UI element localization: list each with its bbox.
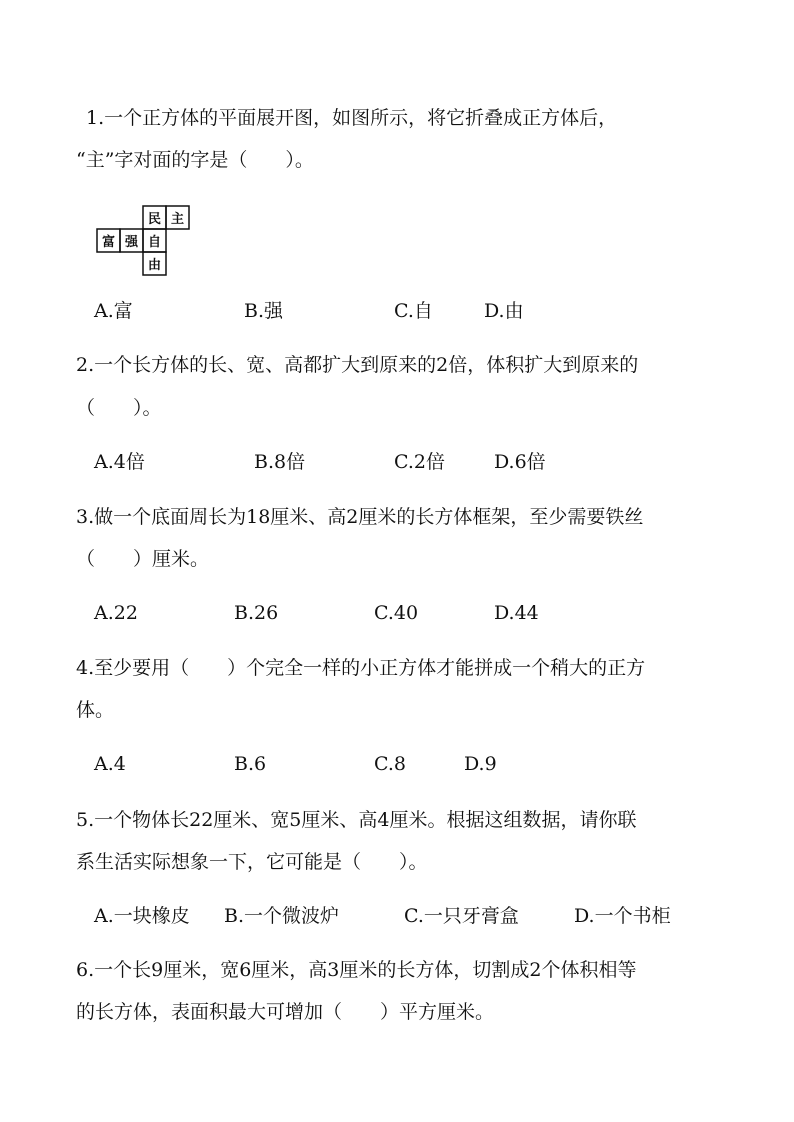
- net-cell-you: [143, 252, 166, 275]
- question-2-option-a: A.4倍: [94, 451, 145, 473]
- question-4-option-c: C.8: [374, 753, 406, 775]
- question-5-option-d: D.一个书柜: [574, 905, 671, 927]
- question-2-line-1: 2.一个长方体的长、宽、高都扩大到原来的2倍，体积扩大到原来的: [76, 354, 639, 376]
- question-1-line-2: “主”字对面的字是（ ）。: [76, 149, 314, 171]
- question-6-line-1: 6.一个长9厘米，宽6厘米，高3厘米的长方体，切割成2个体积相等: [76, 959, 637, 981]
- net-label-qiang: 强: [124, 235, 139, 250]
- question-3-option-c: C.40: [374, 602, 419, 624]
- net-label-fu: 富: [101, 235, 116, 250]
- question-6-line-2: 的长方体，表面积最大可增加（ ）平方厘米。: [76, 1001, 495, 1023]
- question-4-option-b: B.6: [234, 753, 267, 775]
- question-1-option-a: A.富: [94, 300, 133, 322]
- question-1-option-c: C.自: [394, 300, 433, 322]
- question-3-option-b: B.26: [234, 602, 279, 624]
- question-5-line-2: 系生活实际想象一下，它可能是（ ）。: [76, 851, 428, 873]
- question-4-option-d: D.9: [464, 753, 497, 775]
- net-cell-fu: [97, 229, 120, 252]
- question-1-option-b: B.强: [244, 300, 284, 322]
- question-1-line-1: 1.一个正方体的平面展开图，如图所示，将它折叠成正方体后，: [86, 107, 618, 129]
- net-label-zhu: 主: [170, 212, 185, 227]
- question-2-option-c: C.2倍: [394, 451, 445, 473]
- question-1-option-d: D.由: [484, 300, 524, 322]
- net-cell-zhu: [166, 206, 189, 229]
- question-3-option-d: D.44: [494, 602, 539, 624]
- question-3-line-2: （ ）厘米。: [76, 548, 210, 570]
- question-3-line-1: 3.做一个底面周长为18厘米、高2厘米的长方体框架，至少需要铁丝: [76, 506, 644, 528]
- net-cell-zi: [143, 229, 166, 252]
- question-2-line-2: （ ）。: [76, 397, 162, 419]
- question-5-line-1: 5.一个物体长22厘米、宽5厘米、高4厘米。根据这组数据，请你联: [76, 809, 637, 831]
- net-cell-min: [143, 206, 166, 229]
- net-label-zi: 自: [147, 235, 162, 250]
- question-5-option-b: B.一个微波炉: [224, 905, 340, 927]
- question-2-option-b: B.8倍: [254, 451, 306, 473]
- question-4-option-a: A.4: [94, 753, 126, 775]
- question-5-option-c: C.一只牙膏盒: [404, 905, 519, 927]
- net-cell-qiang: [120, 229, 143, 252]
- net-label-min: 民: [147, 212, 162, 227]
- question-5-option-a: A.一块橡皮: [94, 905, 190, 927]
- net-label-you: 由: [147, 258, 162, 273]
- question-2-option-d: D.6倍: [494, 451, 546, 473]
- question-3-option-a: A.22: [94, 602, 138, 624]
- question-4-line-1: 4.至少要用（ ）个完全一样的小正方体才能拼成一个稍大的正方: [76, 657, 646, 679]
- question-4-line-2: 体。: [76, 699, 115, 721]
